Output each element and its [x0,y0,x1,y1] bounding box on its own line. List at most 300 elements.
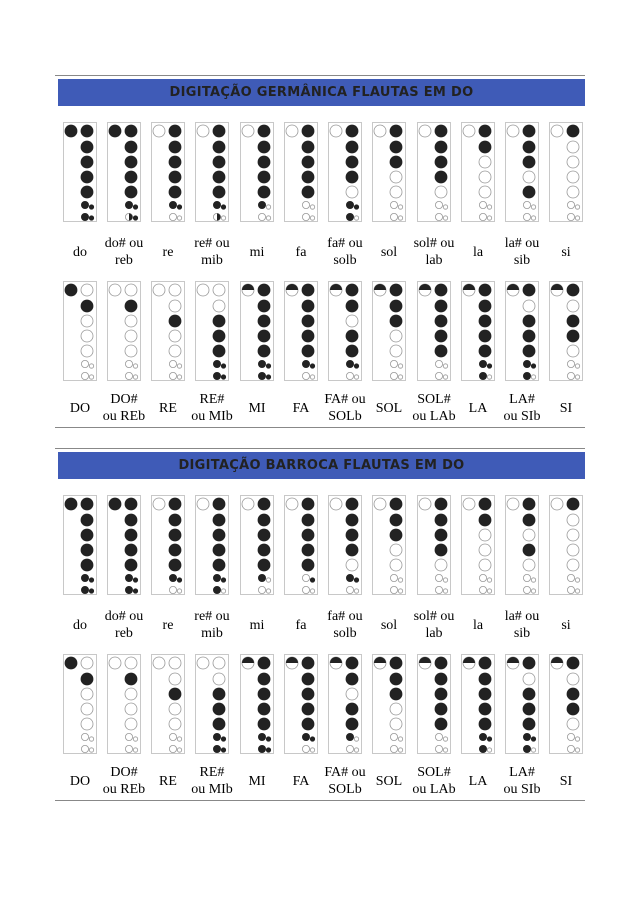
note-label: DO# ou REb [102,765,146,797]
finger-hole-5 [258,345,270,357]
double-hole-7b [398,589,402,593]
finger-hole-4 [302,171,314,183]
note-label: LA [468,401,488,416]
double-hole-6b [354,364,358,368]
double-hole-6b [531,737,535,741]
finger-hole-1 [213,284,225,296]
finger-hole-3 [479,688,491,700]
finger-hole-1 [169,125,181,137]
finger-hole-1 [567,284,579,296]
fingering-diagram [151,654,185,754]
double-hole-6a [567,574,574,581]
finger-hole-4 [258,330,270,342]
finger-hole-1 [169,284,181,296]
thumb-hole [153,498,165,510]
finger-hole-2 [567,514,579,526]
finger-hole-3 [479,315,491,327]
double-hole-6b [531,578,535,582]
double-hole-7b [310,748,314,752]
double-hole-6b [310,737,314,741]
finger-hole-4 [258,544,270,556]
fingering-diagram [63,281,97,381]
double-hole-7a [169,213,176,220]
finger-hole-3 [258,156,270,168]
note-label: sol [380,245,398,260]
note-label: FA# ou SOLb [324,765,366,797]
finger-hole-2 [125,514,137,526]
finger-hole-3 [390,529,402,541]
thumb-hole [463,498,475,510]
finger-hole-1 [435,284,447,296]
double-hole-7b [443,375,447,379]
fingering-diagram [284,654,318,754]
finger-hole-5 [81,718,93,730]
fingering-row [55,122,585,222]
finger-hole-4 [346,703,358,715]
note-label: RE# ou MIb [191,765,233,797]
finger-hole-1 [258,498,270,510]
thumb-hole [286,125,298,137]
finger-hole-4 [523,544,535,556]
finger-hole-2 [81,141,93,153]
finger-hole-3 [125,315,137,327]
divider [55,75,585,76]
finger-hole-3 [125,156,137,168]
double-hole-6b [89,737,93,741]
finger-hole-3 [125,529,137,541]
finger-hole-2 [125,300,137,312]
note-label: DO# ou REb [102,392,146,424]
finger-hole-4 [390,330,402,342]
double-hole-7a [125,213,132,220]
finger-hole-2 [523,141,535,153]
fingering-row [55,654,585,754]
fingering-diagram [284,281,318,381]
finger-hole-3 [435,529,447,541]
finger-hole-2 [302,300,314,312]
double-hole-7b [266,216,270,220]
double-hole-6b [177,205,181,209]
double-hole-6a [125,360,132,367]
finger-hole-1 [169,657,181,669]
finger-hole-2 [346,673,358,685]
finger-hole-2 [567,673,579,685]
double-hole-6a [169,360,176,367]
double-hole-7a [346,586,353,593]
double-hole-6a [169,201,176,208]
fingering-diagram [372,495,406,595]
finger-hole-2 [258,300,270,312]
finger-hole-4 [169,544,181,556]
finger-hole-5 [435,345,447,357]
double-hole-6b [133,737,137,741]
fingering-diagram [417,654,451,754]
double-hole-6a [435,574,442,581]
double-hole-6b [310,578,314,582]
note-label: la# ou sib [504,236,540,268]
finger-hole-5 [125,559,137,571]
fingering-diagram [417,122,451,222]
fingering-diagram [417,495,451,595]
fingering-section [55,75,585,430]
double-hole-7a [479,372,486,379]
finger-hole-3 [81,156,93,168]
double-hole-6b [89,578,93,582]
fingering-section [55,448,585,803]
finger-hole-4 [125,171,137,183]
finger-hole-2 [435,141,447,153]
finger-hole-3 [169,529,181,541]
double-hole-6b [266,364,270,368]
fingering-diagram [195,122,229,222]
fingering-chart [549,495,583,595]
finger-hole-4 [213,171,225,183]
double-hole-7b [443,589,447,593]
double-hole-7b [133,748,137,752]
double-hole-7a [523,745,530,752]
finger-hole-2 [523,673,535,685]
fingering-chart [195,122,229,222]
note-label: SOL# ou LAb [412,392,456,424]
finger-hole-4 [125,703,137,715]
finger-hole-4 [302,703,314,715]
finger-hole-3 [390,156,402,168]
double-hole-6b [531,364,535,368]
double-hole-7a [567,745,574,752]
fingering-diagram [549,654,583,754]
fingering-diagram [372,654,406,754]
fingering-chart [151,654,185,754]
note-label: SI [559,401,573,416]
finger-hole-4 [479,703,491,715]
double-hole-6a [81,574,88,581]
thumb-hole [419,657,431,669]
fingering-chart [417,654,451,754]
fingering-diagram [328,122,362,222]
fingering-diagram [151,122,185,222]
double-hole-6b [487,737,491,741]
fingering-chart [372,281,406,381]
fingering-chart [461,495,495,595]
double-hole-7b [354,216,358,220]
thumb-hole [507,284,519,296]
finger-hole-5 [81,186,93,198]
double-hole-7a [258,745,265,752]
double-hole-7b [443,216,447,220]
finger-hole-1 [258,657,270,669]
double-hole-6b [133,578,137,582]
double-hole-6a [302,574,309,581]
fingering-chart [107,281,141,381]
finger-hole-3 [567,529,579,541]
double-hole-6b [575,364,579,368]
double-hole-7b [221,375,225,379]
finger-hole-1 [346,498,358,510]
fingering-chart [328,654,362,754]
fingering-chart [107,122,141,222]
double-hole-7b [531,589,535,593]
finger-hole-3 [567,688,579,700]
finger-hole-5 [346,186,358,198]
double-hole-6b [89,205,93,209]
finger-hole-4 [302,544,314,556]
double-hole-7a [258,586,265,593]
fingering-diagram [372,281,406,381]
note-label: RE [159,401,177,416]
double-hole-6a [346,733,353,740]
double-hole-6a [346,360,353,367]
finger-hole-2 [390,673,402,685]
thumb-hole [507,498,519,510]
double-hole-6a [169,574,176,581]
finger-hole-2 [479,514,491,526]
double-hole-6b [221,737,225,741]
finger-hole-1 [435,498,447,510]
fingering-chart [107,495,141,595]
double-hole-6b [487,205,491,209]
finger-hole-1 [479,125,491,137]
double-hole-6b [354,737,358,741]
finger-hole-2 [169,141,181,153]
double-hole-7b [443,748,447,752]
double-hole-7b [310,375,314,379]
fingering-diagram [328,281,362,381]
divider [55,800,585,801]
thumb-hole [197,657,209,669]
finger-hole-5 [523,345,535,357]
thumb-hole [109,657,121,669]
double-hole-7b [354,375,358,379]
fingering-chart [549,281,583,381]
double-hole-6a [81,360,88,367]
finger-hole-1 [523,657,535,669]
fingering-chart [372,654,406,754]
fingering-diagram [151,495,185,595]
fingering-chart [284,654,318,754]
thumb-hole [330,657,342,669]
finger-hole-5 [125,718,137,730]
double-hole-6b [177,364,181,368]
double-hole-6a [523,574,530,581]
double-hole-6b [310,364,314,368]
finger-hole-1 [479,284,491,296]
finger-hole-4 [125,330,137,342]
thumb-hole [65,498,77,510]
fingering-diagram [151,281,185,381]
double-hole-7b [575,216,579,220]
finger-hole-5 [523,718,535,730]
finger-hole-5 [567,559,579,571]
double-hole-7b [266,589,270,593]
finger-hole-5 [81,559,93,571]
finger-hole-2 [523,514,535,526]
finger-hole-4 [567,703,579,715]
double-hole-6a [435,733,442,740]
double-hole-7a [435,372,442,379]
double-hole-7b [575,589,579,593]
finger-hole-3 [302,688,314,700]
finger-hole-1 [302,125,314,137]
finger-hole-1 [479,657,491,669]
finger-hole-5 [435,559,447,571]
double-hole-6b [575,205,579,209]
finger-hole-2 [169,300,181,312]
double-hole-6b [443,578,447,582]
note-label: do# ou reb [104,236,144,268]
double-hole-6a [523,201,530,208]
double-hole-7b [398,375,402,379]
double-hole-7b [133,216,137,220]
finger-hole-1 [125,284,137,296]
double-hole-7a [125,586,132,593]
double-hole-6a [125,733,132,740]
double-hole-7a [213,745,220,752]
finger-hole-3 [435,315,447,327]
finger-hole-3 [213,315,225,327]
double-hole-6a [302,201,309,208]
double-hole-6b [354,205,358,209]
double-hole-6a [258,574,265,581]
note-label: la [472,618,484,633]
note-label: MI [248,774,266,789]
finger-hole-1 [81,284,93,296]
finger-hole-1 [258,125,270,137]
finger-hole-5 [479,559,491,571]
finger-hole-2 [125,673,137,685]
finger-hole-3 [523,156,535,168]
double-hole-6a [213,574,220,581]
finger-hole-5 [567,345,579,357]
double-hole-6a [390,360,397,367]
section-title: DIGITAÇÃO BARROCA FLAUTAS EM DO [58,452,585,479]
fingering-chart [107,654,141,754]
finger-hole-4 [81,330,93,342]
finger-hole-1 [302,657,314,669]
double-hole-6a [479,733,486,740]
thumb-hole [197,125,209,137]
double-hole-7b [575,375,579,379]
thumb-hole [330,284,342,296]
double-hole-6b [221,205,225,209]
finger-hole-5 [390,559,402,571]
double-hole-7a [435,586,442,593]
double-hole-7a [125,745,132,752]
fingering-chart [240,122,274,222]
finger-hole-5 [523,559,535,571]
note-label-row [55,608,585,644]
fingering-chart [151,281,185,381]
fingering-chart [505,495,539,595]
finger-hole-4 [479,544,491,556]
finger-hole-1 [302,284,314,296]
double-hole-6a [125,574,132,581]
finger-hole-3 [258,688,270,700]
finger-hole-5 [125,186,137,198]
thumb-hole [463,125,475,137]
finger-hole-4 [169,330,181,342]
double-hole-7b [221,589,225,593]
fingering-diagram [461,281,495,381]
double-hole-6a [567,733,574,740]
double-hole-7b [531,216,535,220]
finger-hole-4 [125,544,137,556]
double-hole-7b [487,589,491,593]
double-hole-7a [567,372,574,379]
double-hole-7b [310,589,314,593]
fingering-chart [284,495,318,595]
finger-hole-1 [390,284,402,296]
finger-hole-4 [169,703,181,715]
double-hole-7b [221,216,225,220]
double-hole-7b [177,748,181,752]
finger-hole-5 [302,718,314,730]
note-label: SOL [375,401,403,416]
fingering-chart [151,122,185,222]
fingering-diagram [195,495,229,595]
double-hole-6b [266,578,270,582]
double-hole-7a [523,372,530,379]
double-hole-6a [81,733,88,740]
double-hole-6a [213,201,220,208]
finger-hole-2 [346,514,358,526]
double-hole-6a [125,201,132,208]
finger-hole-4 [479,330,491,342]
finger-hole-1 [523,498,535,510]
double-hole-6b [310,205,314,209]
finger-hole-4 [523,330,535,342]
finger-hole-4 [435,703,447,715]
double-hole-7a [435,745,442,752]
finger-hole-1 [523,284,535,296]
finger-hole-4 [346,544,358,556]
finger-hole-1 [567,125,579,137]
finger-hole-1 [390,498,402,510]
double-hole-6a [258,201,265,208]
thumb-hole [551,498,563,510]
double-hole-6a [567,360,574,367]
fingering-chart [195,495,229,595]
finger-hole-4 [346,330,358,342]
finger-hole-3 [125,688,137,700]
double-hole-6b [89,364,93,368]
double-hole-7b [177,216,181,220]
thumb-hole [374,284,386,296]
fingering-diagram [505,122,539,222]
thumb-hole [507,657,519,669]
double-hole-7a [390,213,397,220]
fingering-diagram [63,122,97,222]
double-hole-7b [177,375,181,379]
finger-hole-5 [346,559,358,571]
thumb-hole [374,657,386,669]
thumb-hole [65,657,77,669]
finger-hole-3 [390,688,402,700]
finger-hole-5 [390,186,402,198]
finger-hole-4 [81,171,93,183]
fingering-diagram [107,281,141,381]
finger-hole-3 [435,688,447,700]
thumb-hole [419,125,431,137]
fingering-diagram [328,654,362,754]
fingering-chart [240,654,274,754]
fingering-chart [417,281,451,381]
thumb-hole [109,284,121,296]
double-hole-6a [302,733,309,740]
finger-hole-3 [346,156,358,168]
finger-hole-4 [213,544,225,556]
double-hole-7b [354,589,358,593]
double-hole-7b [177,589,181,593]
